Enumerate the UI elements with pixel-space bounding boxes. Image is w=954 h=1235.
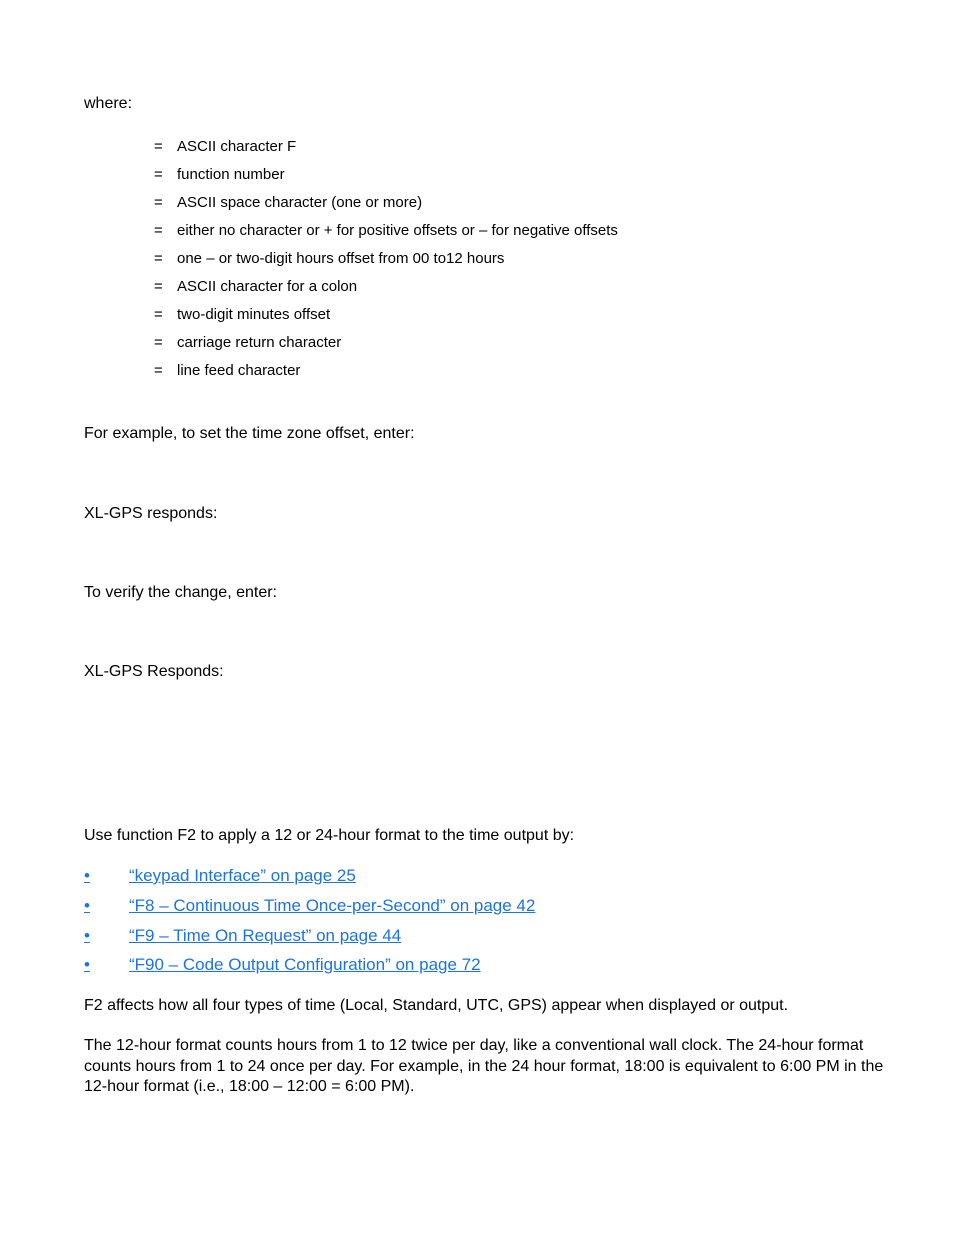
- definition-equals: =: [154, 250, 163, 267]
- definition-text: line feed character: [177, 362, 301, 379]
- definition-equals: =: [154, 278, 163, 295]
- use-function-text: Use function F2 to apply a 12 or 24-hour format to the time output by:: [84, 827, 575, 844]
- where-label: where:: [84, 95, 133, 112]
- verify-text: To verify the change, enter:: [84, 584, 277, 601]
- definition-text: either no character or + for positive offsets or – for negative offsets: [177, 222, 618, 239]
- link-f9-time-on-request[interactable]: “F9 – Time On Request” on page 44: [129, 926, 402, 945]
- responds-text-2: XL-GPS Responds:: [84, 663, 224, 680]
- format-explanation-paragraph: The 12-hour format counts hours from 1 to 12 twice per day, like a conventional wall clock. The 24-hour format counts hours from 1 to 24 once per day. For example, in the 24 hour format, 18:00 is equivalent to 6:00 PM in the 12-hour format (i.e., 18:00 – 12:00 = 6:00 PM).: [84, 1037, 884, 1095]
- definition-equals: =: [154, 194, 163, 211]
- f2-affects-paragraph: F2 affects how all four types of time (Local, Standard, UTC, GPS) appear when displayed or output.: [84, 997, 789, 1014]
- bullet: •: [84, 866, 90, 885]
- definition-text: ASCII space character (one or more): [177, 194, 423, 211]
- definition-equals: =: [154, 222, 163, 239]
- definition-equals: =: [154, 362, 163, 379]
- definition-equals: =: [154, 306, 163, 323]
- definition-text: carriage return character: [177, 334, 342, 351]
- definition-equals: =: [154, 166, 163, 183]
- link-f8-continuous-time[interactable]: “F8 – Continuous Time Once-per-Second” on page 42: [129, 896, 536, 915]
- definition-equals: =: [154, 334, 163, 351]
- bullet: •: [84, 955, 90, 974]
- bullet: •: [84, 926, 90, 945]
- link-f90-code-output[interactable]: “F90 – Code Output Configuration” on page 72: [129, 955, 481, 974]
- definition-text: two-digit minutes offset: [177, 306, 331, 323]
- example-set-text: For example, to set the time zone offset, enter:: [84, 425, 415, 442]
- bullet: •: [84, 896, 90, 915]
- responds-text: XL-GPS responds:: [84, 505, 218, 522]
- definition-text: ASCII character F: [177, 138, 297, 155]
- definition-equals: =: [154, 138, 163, 155]
- definition-text: one – or two-digit hours offset from 00 to12 hours: [177, 250, 505, 267]
- definition-text: function number: [177, 166, 285, 183]
- definition-text: ASCII character for a colon: [177, 278, 358, 295]
- link-keypad-interface[interactable]: “keypad Interface” on page 25: [129, 866, 356, 885]
